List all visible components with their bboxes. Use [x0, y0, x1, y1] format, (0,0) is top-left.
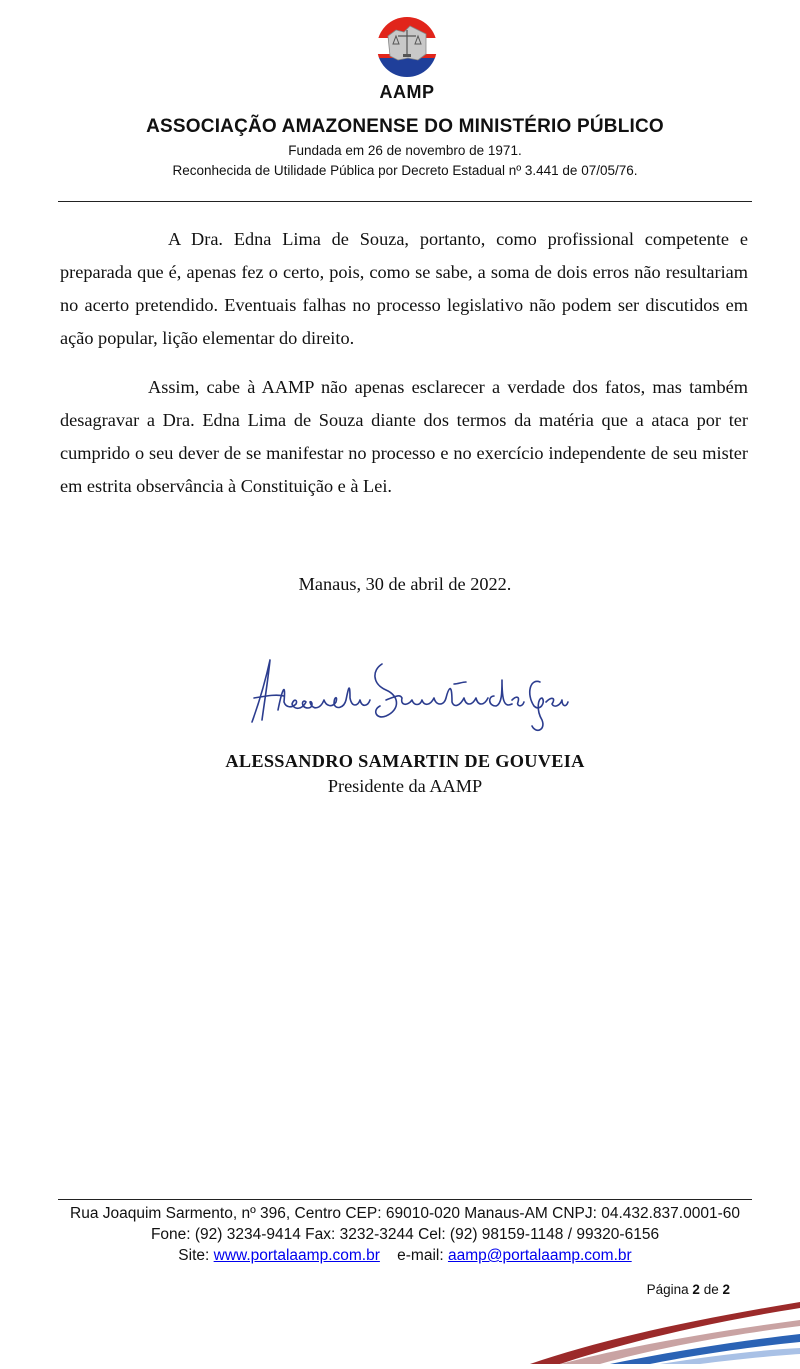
page-current: 2	[692, 1282, 700, 1297]
email-link[interactable]: aamp@portalaamp.com.br	[447, 1247, 632, 1264]
aamp-logo	[374, 14, 440, 106]
site-link[interactable]: www.portalaamp.com.br	[213, 1247, 380, 1264]
footer-divider	[58, 1199, 752, 1200]
footer-phones: Fone: (92) 3234-9414 Fax: 3232-3244 Cel: (92) 98159-1148 / 99320-6156	[150, 1226, 660, 1243]
organization-recognition: Reconhecida de Utilidade Pública por Decreto Estadual nº 3.441 de 07/05/76.	[172, 163, 638, 178]
signer-title: Presidente da AAMP	[327, 776, 483, 796]
footer-address: Rua Joaquim Sarmento, nº 396, Centro CEP: 69010-020 Manaus-AM CNPJ: 04.432.837.0001-60	[70, 1205, 740, 1222]
page-total: 2	[722, 1282, 730, 1297]
handwritten-signature	[240, 650, 570, 740]
logo-text: AAMP	[379, 82, 435, 102]
footer	[0, 1203, 800, 1266]
page-label: Página	[646, 1282, 689, 1297]
page-of: de	[703, 1282, 719, 1297]
footer-swoosh-decoration	[520, 1270, 800, 1364]
site-label: Site:	[178, 1247, 210, 1264]
date-line: Manaus, 30 de abril de 2022.	[298, 574, 512, 594]
body-paragraph-1: A Dra. Edna Lima de Souza, portanto, como profissional competente e preparada que é, apenas fez o certo, pois, como se sabe, a soma de dois erros não resultariam no acerto pretendido. Eventuais falhas no processo legislativo não podem ser discutidos em ação popular, lição elementar do direito.	[60, 229, 748, 348]
organization-founded: Fundada em 26 de novembro de 1971.	[288, 143, 522, 158]
signature-icon	[240, 650, 570, 740]
email-label: e-mail:	[397, 1247, 444, 1264]
swoosh-icon	[520, 1270, 800, 1364]
aamp-emblem-icon	[374, 14, 440, 84]
organization-name: ASSOCIAÇÃO AMAZONENSE DO MINISTÉRIO PÚBLICO	[146, 116, 664, 137]
signer-name: ALESSANDRO SAMARTIN DE GOUVEIA	[225, 751, 585, 771]
body-paragraph-2: Assim, cabe à AAMP não apenas esclarecer a verdade dos fatos, mas também desagravar a Dra. Edna Lima de Souza diante dos termos da matéria que a ataca por ter cumprido o seu dever de se manifestar no processo e no exercício independente de seu mister em estrita observância à Constituição e à Lei.	[60, 377, 748, 496]
letter-body	[60, 223, 748, 519]
header-divider	[58, 201, 752, 202]
footer-contacts	[0, 1245, 800, 1266]
